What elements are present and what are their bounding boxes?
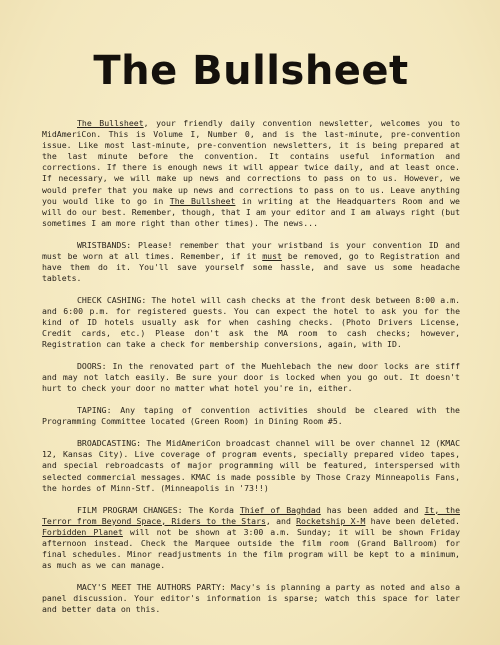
underlined-text: Rocketship X-M [296, 515, 366, 526]
paragraph-doors [42, 361, 460, 394]
paragraph-taping [42, 405, 460, 427]
underlined-text: The Bullsheet [77, 118, 144, 128]
newsletter-body [42, 118, 460, 615]
underlined-text: Forbidden Planet [42, 526, 123, 537]
paragraph-text: be removed, go to Registration and have them do it. You'll save yourself some hassle, and save us some headache tablets. [42, 250, 460, 284]
underlined-text: Thief of Baghdad [239, 504, 321, 515]
paragraph-text: TAPING: Any taping of convention activities should be cleared with the Programming Committee located (Green Room) in Dining Room #5. [42, 405, 460, 427]
paragraph-film-program [42, 505, 460, 572]
paragraph-broadcasting [42, 438, 460, 493]
paragraph-text: in writing at the Headquarters Room and we will do our best. Remember, though, that I am your editor and I am always right (but sometimes I am more right than other times). The news... [42, 195, 460, 228]
paragraph-text: will not be shown at 3:00 a.m. Sunday; it will be shown Friday afternoon instead. Check the Marquee outside the film room (Grand Ballroom) for final schedules. Minor readjustments in the film program will be kept to a minimum, as much as we can manage. [42, 526, 461, 570]
paragraph-text: , your friendly daily convention newsletter, welcomes you to MidAmeriCon. This is Volume I, Number 0, and is the last-minute, pre-convention issue. Like most last-minute, pre-convention newsletters, it is being prepared at the last minute before the convention. It contains useful information and corrections. If there is enough news it will appear twice daily, and at least once. If necessary, we will make up news and corrections to pass on to us. However, we would prefer that you make up news and corrections to pass on to us. Leave anything you would like to go in [42, 118, 460, 206]
paragraph-intro [42, 118, 460, 229]
paragraph-text: CHECK CASHING: The hotel will cash checks at the front desk between 8:00 a.m. and 6:00 p.m. for registered guests. You can expect the hotel to ask you for the kind of ID hotels usually ask for when cashing checks. (Photo Drivers License, Credit cards, etc.) Please don't ask the MA room to cash checks; however, Registration can take a check for membership conversions, again, with ID. [42, 294, 460, 350]
newsletter-title: The Bullsheet [93, 48, 409, 94]
paragraph-text: have been deleted. [365, 515, 460, 526]
paragraph-text: MACY'S MEET THE AUTHORS PARTY: Macy's is planning a party as noted and also a panel discussion. Your editor's information is sparse; watch this space for later and better data on this. [42, 581, 460, 615]
underlined-text: It, the Terror from Beyond Space, Riders to the Stars [42, 504, 460, 526]
paragraph-text: DOORS: In the renovated part of the Muehlebach the new door locks are stiff and may not latch easily. Be sure your door is locked when you go out. It doesn't hurt to check your door no matter what hotel you're in, either. [42, 361, 460, 394]
paragraph-text: WRISTBANDS: Please! remember that your wristband is your convention ID and must be worn at all times. Remember, if it [42, 239, 460, 261]
paragraph-check-cashing [42, 295, 460, 350]
paragraph-text: FILM PROGRAM CHANGES: The Korda [77, 504, 240, 515]
paragraph-text: , and [265, 515, 297, 526]
underlined-text: The Bullsheet [169, 195, 236, 206]
underlined-text: must [262, 250, 282, 261]
paragraph-text: has been added and [320, 504, 425, 515]
paragraph-wristbands [42, 240, 460, 284]
paragraph-macys [42, 582, 460, 615]
paragraph-text: BROADCASTING: The MidAmeriCon broadcast channel will be over channel 12 (KMAC 12, Kansas City). Live coverage of program events, specially prepared video tapes, and special rebroadcasts of major programming will be featured, interspersed with selected commercial messages. KMAC is made possible by Those Crazy Minneapolis Fans, the hordes of Minn-Stf. (Minneapolis in '73!!) [42, 438, 460, 493]
